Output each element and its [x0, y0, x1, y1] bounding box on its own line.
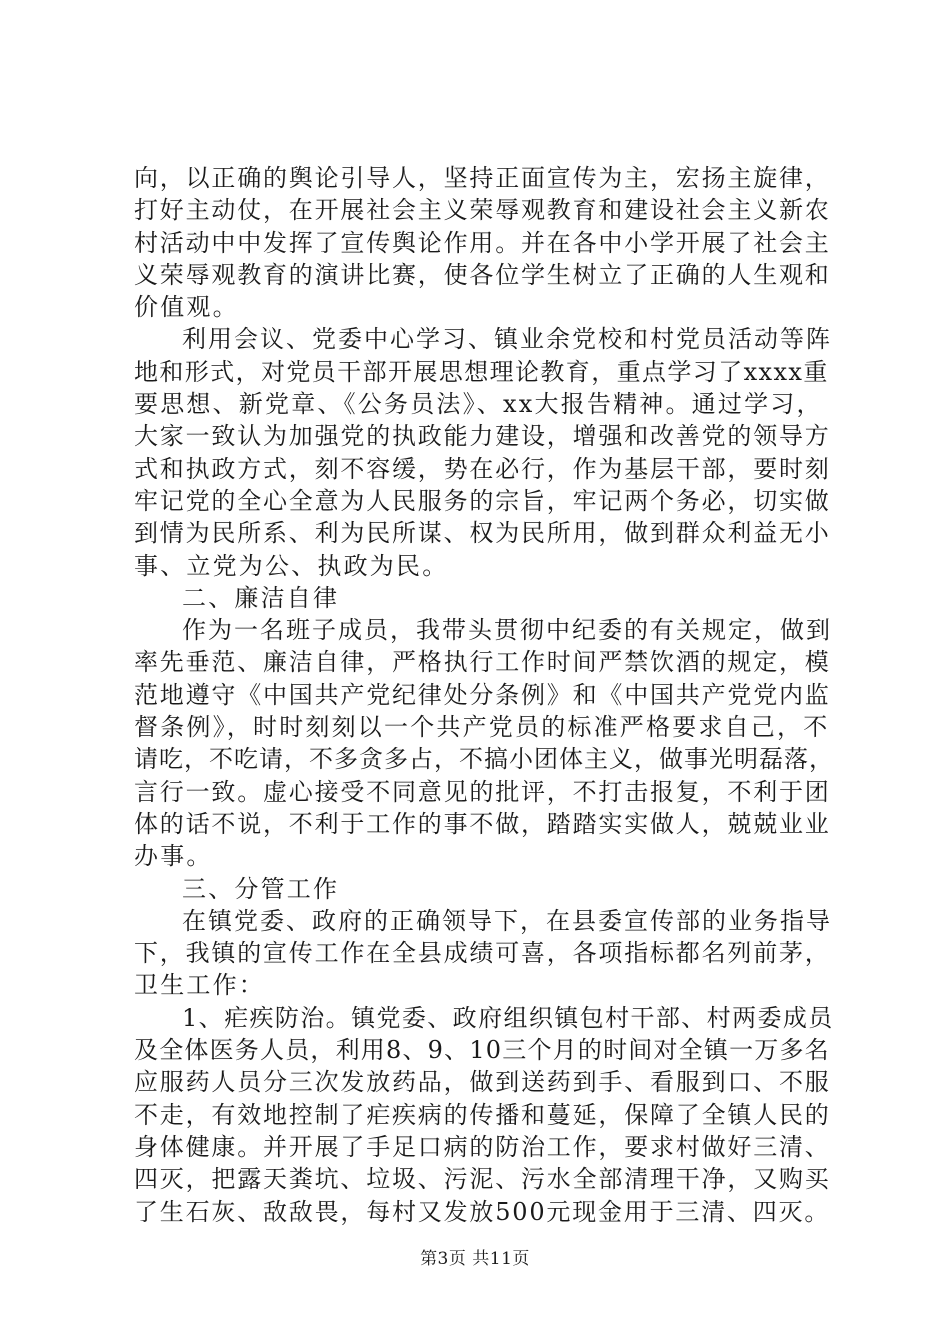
text-line: 应服药人员分三次发放药品，做到送药到手、看服到口、不服 [134, 1068, 831, 1097]
text-line: 体的话不说，不利于工作的事不做，踏踏实实做人，兢兢业业 [134, 809, 831, 838]
text-line: 1、疟疾防治。镇党委、政府组织镇包村干部、村两委成员 [182, 1003, 834, 1032]
text-line: 利用会议、党委中心学习、镇业余党校和村党员活动等阵 [182, 325, 832, 354]
text-line: 率先垂范、廉洁自律，严格执行工作时间严禁饮酒的规定，模 [134, 648, 831, 677]
text-line: 价值观。 [134, 293, 239, 322]
text-line: 请吃，不吃请，不多贪多占，不搞小团体主义，做事光明磊落， [134, 745, 834, 774]
text-line: 村活动中中发挥了宣传舆论作用。并在各中小学开展了社会主 [134, 228, 831, 257]
text-line: 了生石灰、敌敌畏，每村又发放500元现金用于三清、四灭。 [134, 1197, 831, 1226]
text-line: 要思想、新党章、《公务员法》、xx大报告精神。通过学习， [134, 390, 823, 419]
text-line: 地和形式，对党员干部开展思想理论教育，重点学习了xxxx重 [134, 357, 829, 386]
text-line: 向，以正确的舆论引导人，坚持正面宣传为主，宏扬主旋律， [134, 164, 831, 192]
page-footer: 第3页 共11页 [420, 1249, 530, 1269]
text-line: 义荣辱观教育的演讲比赛，使各位学生树立了正确的人生观和 [134, 260, 831, 289]
text-line: 牢记党的全心全意为人民服务的宗旨，牢记两个务必，切实做 [134, 486, 831, 515]
text-line: 二、廉洁自律 [182, 583, 340, 612]
text-line: 及全体医务人员，利用8、9、10三个月的时间对全镇一万多名 [134, 1036, 830, 1065]
text-line: 言行一致。虚心接受不同意见的批评，不打击报复，不利于团 [134, 777, 831, 806]
text-line: 到情为民所系、利为民所谋、权为民所用，做到群众利益无小 [134, 519, 831, 548]
text-line: 打好主动仗，在开展社会主义荣辱观教育和建设社会主义新农 [134, 196, 831, 225]
text-line: 范地遵守《中国共产党纪律处分条例》和《中国共产党党内监 [134, 680, 831, 709]
text-line: 办事。 [134, 842, 213, 871]
text-line: 式和执政方式，刻不容缓，势在必行，作为基层干部，要时刻 [134, 454, 831, 483]
text-line: 作为一名班子成员，我带头贯彻中纪委的有关规定，做到 [182, 616, 832, 645]
text-line: 事、立党为公、执政为民。 [134, 551, 449, 580]
document-body [134, 162, 834, 1228]
text-line: 在镇党委、政府的正确领导下，在县委宣传部的业务指导 [182, 906, 832, 935]
text-line: 四灭，把露天粪坑、垃圾、污泥、污水全部清理干净，又购买 [134, 1165, 831, 1194]
text-line: 身体健康。并开展了手足口病的防治工作，要求村做好三清、 [134, 1132, 831, 1161]
text-line: 卫生工作： [134, 971, 265, 1000]
text-line: 大家一致认为加强党的执政能力建设，增强和改善党的领导方 [134, 422, 831, 451]
text-line: 三、分管工作 [182, 874, 340, 903]
text-line: 下，我镇的宣传工作在全县成绩可喜，各项指标都名列前茅， [134, 939, 831, 968]
text-line: 督条例》，时时刻刻以一个共产党员的标准严格要求自己，不 [134, 713, 830, 742]
text-line: 不走，有效地控制了疟疾病的传播和蔓延，保障了全镇人民的 [134, 1100, 831, 1129]
